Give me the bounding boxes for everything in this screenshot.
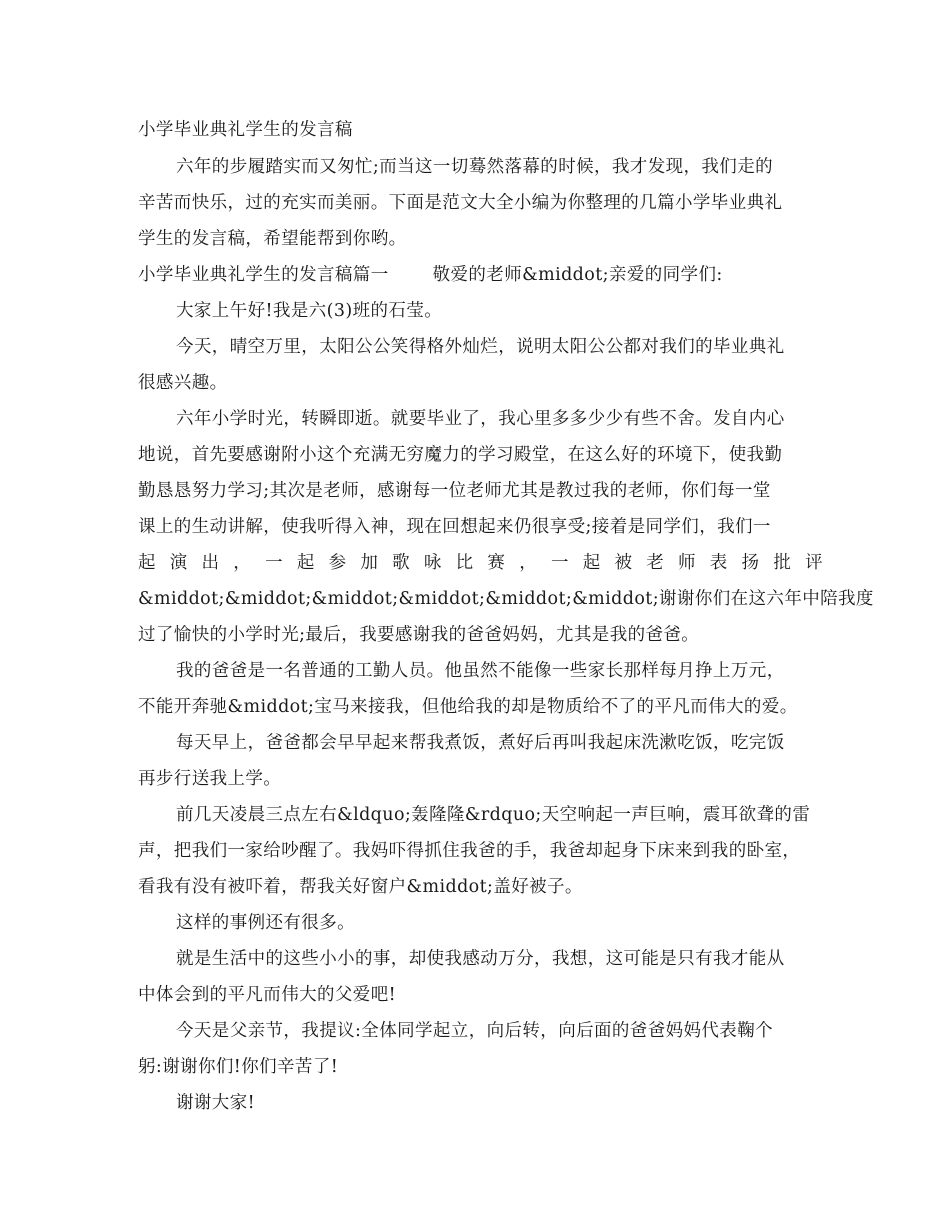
paragraph-line: 躬:谢谢你们!你们辛苦了! <box>138 1057 339 1077</box>
paragraph-line: &middot;&middot;&middot;&middot;&middot;&middot;谢谢你们在这六年中陪我度 <box>138 589 874 609</box>
paragraph-line: 中体会到的平凡而伟大的父爱吧! <box>138 985 397 1005</box>
paragraph-line: 这样的事例还有很多。 <box>176 913 355 933</box>
intro-line: 学生的发言稿，希望能帮到你哟。 <box>138 229 407 249</box>
paragraph-line: 过了愉快的小学时光;最后，我要感谢我的爸爸妈妈，尤其是我的爸爸。 <box>138 625 700 645</box>
intro-line: 六年的步履踏实而又匆忙;而当这一切蓦然落幕的时候，我才发现，我们走的 <box>176 157 773 177</box>
paragraph-line: 就是生活中的这些小小的事，却使我感动万分，我想，这可能是只有我才能从 <box>176 949 785 969</box>
paragraph-line: 前几天凌晨三点左右&ldquo;轰隆隆&rdquo;天空响起一声巨响，震耳欲聋的雷 <box>176 805 811 825</box>
paragraph-line: 不能开奔驰&middot;宝马来接我，但他给我的却是物质给不了的平凡而伟大的爱。 <box>138 697 798 717</box>
intro-line: 辛苦而快乐，过的充实而美丽。下面是范文大全小编为你整理的几篇小学毕业典礼 <box>138 193 783 213</box>
document-title: 小学毕业典礼学生的发言稿 <box>138 120 353 140</box>
paragraph-line: 地说，首先要感谢附小这个充满无穷魔力的学习殿堂，在这么好的环境下，使我勤 <box>138 445 783 465</box>
paragraph-line: 今天是父亲节，我提议:全体同学起立，向后转，向后面的爸爸妈妈代表鞠个 <box>176 1021 773 1041</box>
paragraph-line: 很感兴趣。 <box>138 373 228 393</box>
salutation: 敬爱的老师&middot;亲爱的同学们: <box>432 265 723 285</box>
greeting: 大家上午好!我是六(3)班的石莹。 <box>176 301 443 321</box>
closing: 谢谢大家! <box>176 1093 256 1113</box>
paragraph-line: 勤恳恳努力学习;其次是老师，感谢每一位老师尤其是教过我的老师，你们每一堂 <box>138 481 771 501</box>
paragraph-line: 每天早上，爸爸都会早早起来帮我煮饭，煮好后再叫我起床洗漱吃饭，吃完饭 <box>176 733 785 753</box>
paragraph-line-justified: 起演出，一起参加歌咏比赛，一起被老师表扬批评 <box>138 553 823 573</box>
paragraph-line: 课上的生动讲解，使我听得入神，现在回想起来仍很享受;接着是同学们，我们一 <box>138 517 771 537</box>
paragraph-line: 看我有没有被吓着，帮我关好窗户&middot;盖好被子。 <box>138 877 583 897</box>
paragraph-line: 六年小学时光，转瞬即逝。就要毕业了，我心里多多少少有些不舍。发自内心 <box>176 409 785 429</box>
paragraph-line: 声，把我们一家给吵醒了。我妈吓得抓住我爸的手，我爸却起身下床来到我的卧室， <box>138 841 801 861</box>
section-heading: 小学毕业典礼学生的发言稿篇一 <box>138 265 389 285</box>
paragraph-line: 今天，晴空万里，太阳公公笑得格外灿烂，说明太阳公公都对我们的毕业典礼 <box>176 337 785 357</box>
paragraph-line: 我的爸爸是一名普通的工勤人员。他虽然不能像一些家长那样每月挣上万元， <box>176 661 785 681</box>
section-heading-row <box>138 263 823 287</box>
paragraph-line: 再步行送我上学。 <box>138 769 282 789</box>
